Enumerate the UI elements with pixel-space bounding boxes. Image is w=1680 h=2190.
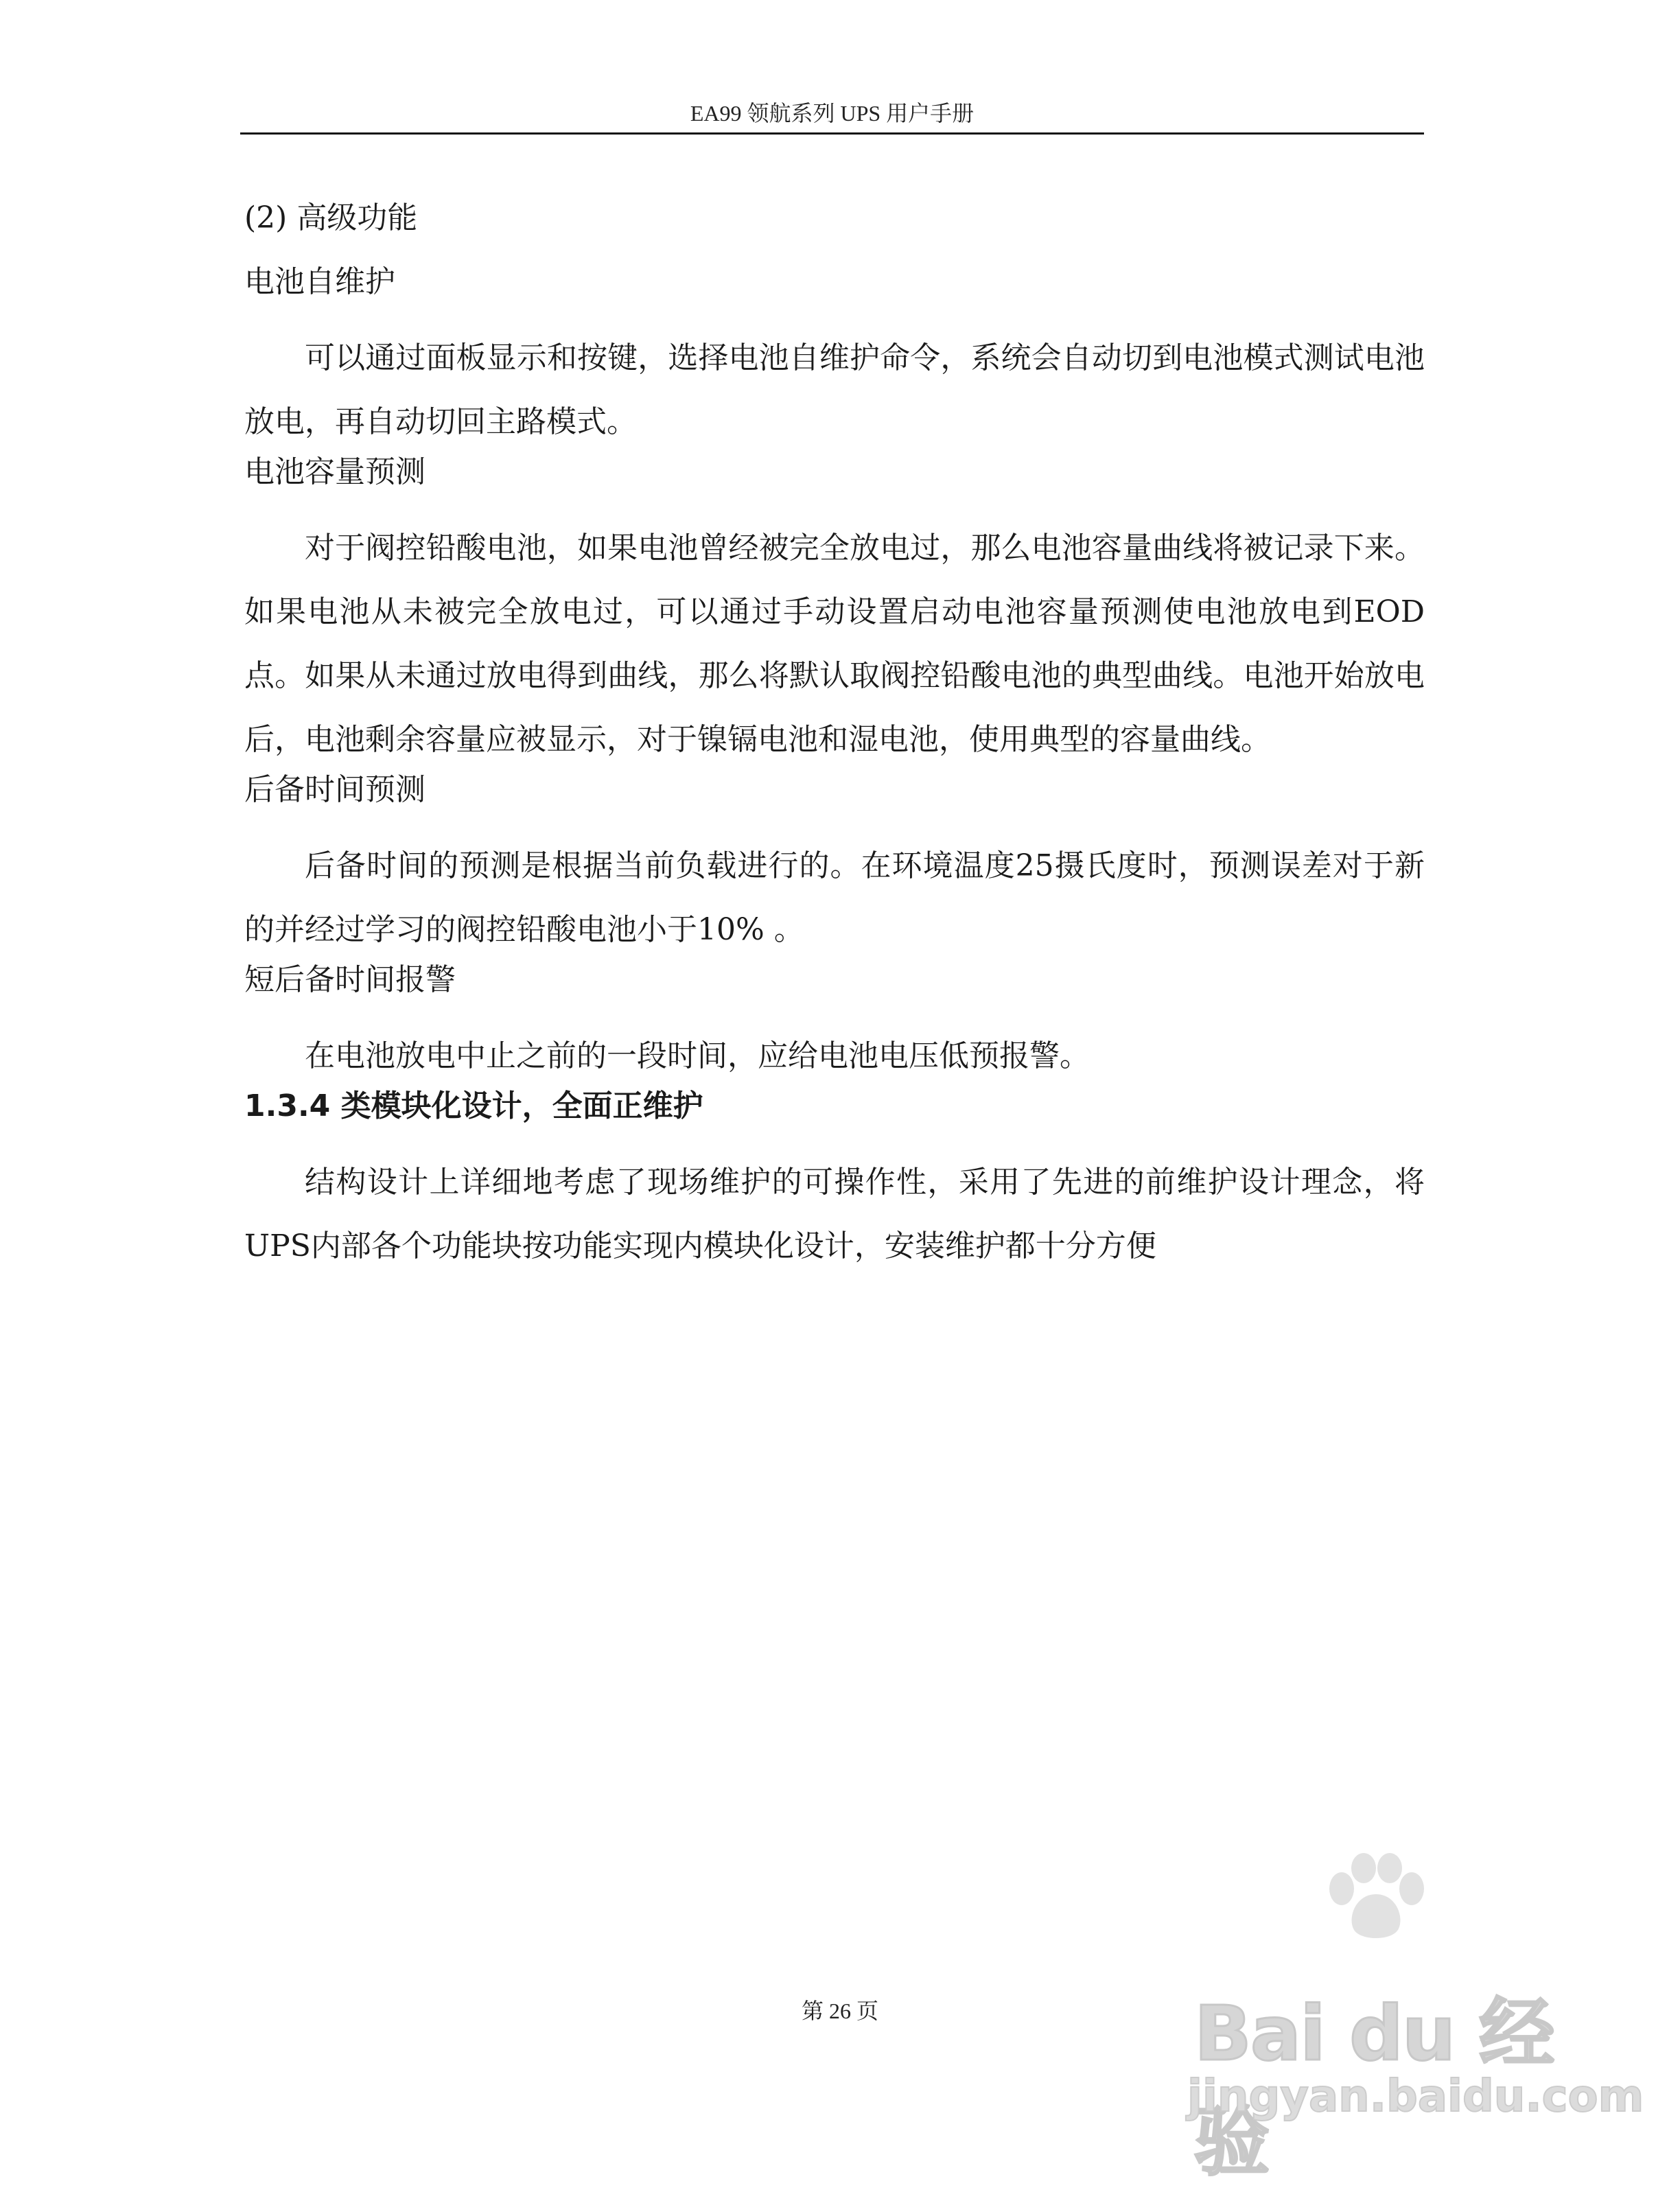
page-body	[244, 196, 1425, 1278]
paragraph-battery-capacity-prediction: 对于阀控铅酸电池，如果电池曾经被完全放电过，那么电池容量曲线将被记录下来。如果电池从未被完全放电过，可以通过手动设置启动电池容量预测使电池放电到EOD点。如果从未通过放电得到曲线，那么将默认取阀控铅酸电池的典型曲线。电池开始放电后，电池剩余容量应被显示，对于镍镉电池和湿电池，使用典型的容量曲线。	[244, 531, 1425, 757]
page-number: 第 26 页	[801, 1999, 878, 2023]
paragraph-backup-time-prediction: 后备时间的预测是根据当前负载进行的。在环境温度25摄氏度时，预测误差对于新的并经过学习的阀控铅酸电池小于10% 。	[244, 848, 1425, 947]
paw-logo-icon	[1321, 1853, 1431, 1942]
subheading-battery-capacity-prediction: 电池容量预测	[244, 454, 425, 489]
paragraph-section-1-3-4: 结构设计上详细地考虑了现场维护的可操作性，采用了先进的前维护设计理念，将UPS内部各个功能块按功能实现内模块化设计，安装维护都十分方便	[244, 1165, 1425, 1263]
paragraph-short-backup-alarm: 在电池放电中止之前的一段时间，应给电池电压低预报警。	[305, 1038, 1090, 1073]
running-header: EA99 领航系列 UPS 用户手册	[690, 101, 975, 126]
section-heading-1-3-4: 1.3.4 类模块化设计，全面正维护	[244, 1088, 703, 1123]
watermark-url: jingyan.baidu.com	[1187, 2071, 1644, 2122]
paragraph-battery-self-maintenance: 可以通过面板显示和按键，选择电池自维护命令，系统会自动切到电池模式测试电池放电，再自动切回主路模式。	[244, 340, 1425, 439]
header-divider	[240, 132, 1424, 135]
subheading-backup-time-prediction: 后备时间预测	[244, 772, 425, 807]
subheading-short-backup-alarm: 短后备时间报警	[244, 962, 456, 997]
subheading-battery-self-maintenance: 电池自维护	[244, 264, 395, 299]
section-label: (2) 高级功能	[244, 200, 418, 235]
watermark-brand: Bai du 经验	[1194, 1990, 1554, 2186]
